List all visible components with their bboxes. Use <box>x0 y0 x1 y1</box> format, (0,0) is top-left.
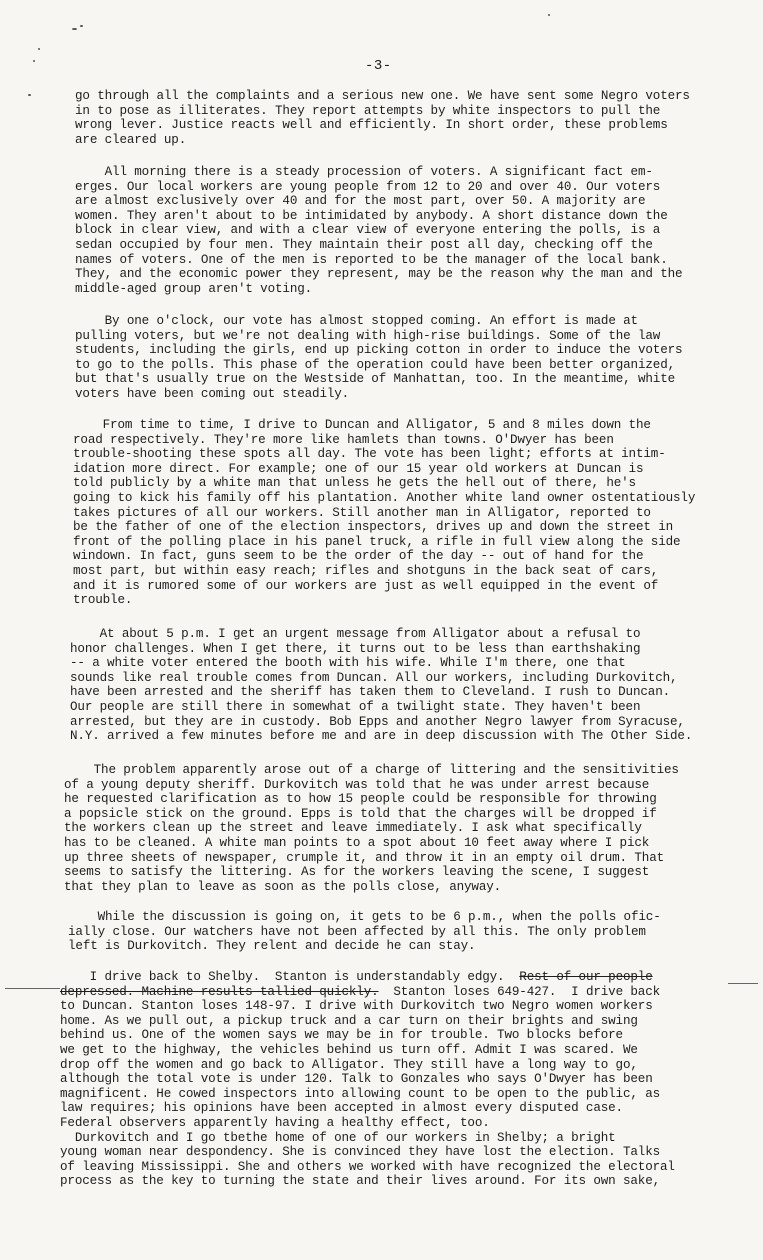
text-line: and it is rumored some of our workers are just as well equipped in the event of <box>73 578 659 593</box>
text-line: are almost exclusively over 40 and for the most part, over 50. A majority are <box>75 194 646 209</box>
page-number: -3- <box>365 58 392 74</box>
text-line: takes pictures of all our workers. Still another man in Alligator, reported to <box>73 505 651 520</box>
text-line: erges. Our local workers are young people from 12 to 20 and over 40. Our voters <box>75 179 661 194</box>
text-line: All morning there is a steady procession of voters. A significant fact em- <box>75 165 653 179</box>
text-line: At about 5 p.m. I get an urgent message from Alligator about a refusal to <box>70 627 641 641</box>
text-line: of a young deputy sheriff. Durkovitch was told that he was under arrest because <box>64 777 650 792</box>
text-line: wrong lever. Justice reacts well and efficiently. In short order, these problems <box>75 118 668 133</box>
text-line: front of the polling place in his panel truck, a rifle in full view along the side <box>73 534 681 549</box>
text-line: a popsicle stick on the ground. Epps is told that the charges will be dropped if <box>64 806 657 821</box>
text-line: voters have been coming out steadily. <box>75 386 350 401</box>
text-line: women. They aren't about to be intimidated by anybody. A short distance down the <box>75 208 668 223</box>
text-line: road respectively. They're more like hamlets than towns. O'Dwyer has been <box>73 432 614 447</box>
text-line: -- a white voter entered the booth with his wife. While I'm there, one that <box>70 656 626 671</box>
scan-margin-mark <box>5 988 60 989</box>
text-line: windown. In fact, guns seem to be the order of the day -- out of hand for the <box>73 549 644 564</box>
text-line: in to pose as illiterates. They report attempts by white inspectors to pull the <box>75 103 661 118</box>
text-line: honor challenges. When I get there, it turns out to be less than earthshaking <box>70 641 641 656</box>
text-line: Durkovitch and I go tbethe home of one of our workers in Shelby; a bright <box>60 1130 616 1145</box>
paragraph-7 <box>68 910 661 954</box>
struck-text: depressed. Machine results tallied quickly. <box>60 984 379 999</box>
text-line: trouble-shooting these spots all day. The vote has been light; efforts at intim- <box>73 447 666 462</box>
paragraph-5 <box>70 627 692 744</box>
text-line: going to kick his family off his plantation. Another white land owner ostentatiously <box>73 490 696 505</box>
scan-speck <box>72 28 77 30</box>
text-line: be the father of one of the election inspectors, drives up and down the street in <box>73 520 674 535</box>
text-line <box>60 970 675 985</box>
text-line: most part, but within easy reach; rifles and shotguns in the back seat of cars, <box>73 563 659 578</box>
scan-speck <box>33 60 35 62</box>
text-line: process as the key to turning the state and their lives around. For its own sake, <box>60 1174 661 1189</box>
text-line: Our people are still there in somewhat of a twilight state. They haven't been <box>70 699 641 714</box>
text-line: The problem apparently arose out of a charge of littering and the sensitivities <box>64 763 679 777</box>
text-line: sounds like real trouble comes from Duncan. All our workers, including Durkovitch, <box>70 670 678 685</box>
text-line: drop off the women and go back to Alligator. They still have a long way to go, <box>60 1057 638 1072</box>
paragraph-4 <box>73 418 695 608</box>
text-line: magnificent. He cowed inspectors into allowing count to be open to the public, as <box>60 1086 661 1101</box>
text-line: While the discussion is going on, it gets to be 6 p.m., when the polls ofic- <box>68 910 661 924</box>
text-line: but that's usually true on the Westside of Manhattan, too. In the meantime, white <box>75 372 676 387</box>
text-line: to Duncan. Stanton loses 148-97. I drive with Durkovitch two Negro women workers <box>60 999 653 1014</box>
text-line: young woman near despondency. She is convinced they have lost the election. Talks <box>60 1145 661 1160</box>
text-line: he requested clarification as to how 15 people could be responsible for throwing <box>64 792 657 807</box>
text-line: trouble. <box>73 593 133 608</box>
text-line: we get to the highway, the vehicles behind us turn off. Admit I was scared. We <box>60 1042 638 1057</box>
text-line: told publicly by a white man that unless he gets the hell out of there, he's <box>73 476 636 491</box>
text-line: By one o'clock, our vote has almost stopped coming. An effort is made at <box>75 314 638 328</box>
scan-speck <box>38 48 40 50</box>
text-line: pulling voters, but we're not dealing with high-rise buildings. Some of the law <box>75 328 661 343</box>
text-line: arrested, but they are in custody. Bob Epps and another Negro lawyer from Syracuse, <box>70 714 685 729</box>
text-line: idation more direct. For example; one of our 15 year old workers at Duncan is <box>73 461 644 476</box>
text-line: law requires; his opinions have been accepted in almost every disputed case. <box>60 1101 623 1116</box>
text-line: the workers clean up the street and leave immediately. I ask what specifically <box>64 821 642 836</box>
text-segment: Stanton loses 649-427. I drive back <box>393 984 661 999</box>
text-line: have been arrested and the sheriff has taken them to Cleveland. I rush to Duncan. <box>70 685 671 700</box>
text-line: although the total vote is under 120. Talk to Gonzales who says O'Dwyer has been <box>60 1072 653 1087</box>
text-line: go through all the complaints and a serious new one. We have sent some Negro voters <box>75 89 690 103</box>
scan-speck <box>548 14 550 16</box>
text-line: From time to time, I drive to Duncan and Alligator, 5 and 8 miles down the <box>73 418 651 432</box>
text-line: are cleared up. <box>75 132 187 147</box>
text-line: N.Y. arrived a few minutes before me and are in deep discussion with The Other Side. <box>70 729 693 744</box>
text-line: that they plan to leave as soon as the polls close, anyway. <box>64 879 502 894</box>
text-line: left is Durkovitch. They relent and decide he can stay. <box>68 939 476 954</box>
paragraph-3 <box>75 314 682 402</box>
text-line: They, and the economic power they represent, may be the reason why the man and the <box>75 267 683 282</box>
paragraph-2 <box>75 165 682 296</box>
text-line: names of voters. One of the men is reported to be the manager of the local bank. <box>75 252 668 267</box>
text-line: ially close. Our watchers have not been affected by all this. The only problem <box>68 924 646 939</box>
struck-text: Rest of our people <box>519 970 653 984</box>
text-line: seems to satisfy the littering. As for the workers leaving the scene, I suggest <box>64 865 650 880</box>
text-line: behind us. One of the women says we may be in for trouble. Two blocks before <box>60 1028 623 1043</box>
scan-speck <box>28 94 31 96</box>
text-line: Federal observers apparently having a healthy effect, too. <box>60 1115 490 1130</box>
text-line: sedan occupied by four men. They maintain their post all day, checking off the <box>75 237 653 252</box>
paragraph-1 <box>75 89 690 147</box>
text-segment: I drive back to Shelby. Stanton is understandably edgy. <box>60 970 505 984</box>
text-line: up three sheets of newspaper, crumple it, and throw it in an empty oil drum. That <box>64 850 665 865</box>
scan-margin-mark <box>728 983 758 984</box>
text-line: students, including the girls, end up picking cotton in order to induce the voters <box>75 343 683 358</box>
text-line <box>60 985 675 1000</box>
text-line: has to be cleaned. A white man points to a spot about 10 feet away where I pick <box>64 835 650 850</box>
text-line: of leaving Mississippi. She and others we worked with have recognized the electoral <box>60 1159 675 1174</box>
text-line: to go to the polls. This phase of the operation could have been better organized, <box>75 357 676 372</box>
text-line: middle-aged group aren't voting. <box>75 281 313 296</box>
text-line: block in clear view, and with a clear view of everyone entering the polls, is a <box>75 223 661 238</box>
text-line: home. As we pull out, a pickup truck and a car turn on their brights and swing <box>60 1013 638 1028</box>
scan-speck <box>80 25 83 27</box>
paragraph-8 <box>60 970 675 1189</box>
paragraph-6 <box>64 763 679 894</box>
